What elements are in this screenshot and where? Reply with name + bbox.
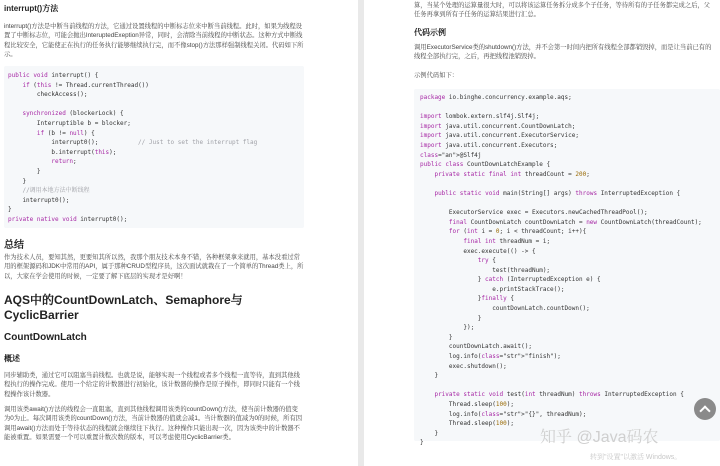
subtask-paragraph: 算，当某个处理的运算量很大时，可以将该运算任务拆分成多个子任务，等待所有的子任务都完成之后，父任务再拿到所有子任务的运算结果进行汇总。 <box>414 2 710 19</box>
summary-paragraph: 作为技术人员，要知其然，更要知其所以然，我那个朋友技术本身不错，各种框架拿来就用，基本没看过常用的框架源码和JDK中常用的API，属于那种CRUD型程序员，这次面试就栽在了一个简单的Thread类上，所以，大家在学会使用的时候，一定要了解下底层的实现才是好啊！ <box>4 254 304 280</box>
right-code-line <box>420 179 720 189</box>
left-code-line: //调用本地方法中断线程 <box>22 187 90 195</box>
right-code-line: } <box>420 314 482 322</box>
right-code-line: import java.util.concurrent.Executors; <box>420 141 558 149</box>
countdownlatch-heading: CountDownLatch <box>4 332 87 343</box>
right-code-line: package io.binghe.concurrency.example.aqs; <box>420 94 572 101</box>
left-code-line: public void interrupt() { <box>8 72 99 79</box>
left-document-page <box>0 0 358 466</box>
right-code-line <box>420 103 720 113</box>
left-code-line <box>8 100 304 110</box>
right-code-line: } catch (InterruptedException e) { <box>420 276 601 284</box>
right-code-line: e.printStackTrace(); <box>420 285 565 293</box>
right-code-line: public static void main(String[] args) throws InterruptedException { <box>434 189 681 197</box>
left-code-line: } <box>8 206 12 214</box>
right-code-line: try { <box>477 257 496 265</box>
left-code-line: b.interrupt(this); <box>8 148 117 156</box>
left-code-line: private native void interrupt0(); <box>8 215 128 223</box>
countdownlatch-code-block <box>414 89 720 447</box>
scroll-to-top-button[interactable] <box>694 398 716 420</box>
overview-paragraph-2: 调用该类await()方法的线程会一直阻塞，直到其他线程调用该类的countDown()方法，使当前计数器的值变为0为止。每次调用该类的countDown()方法，当前计数器的值就会减1。当计数器的值减为0的时候，所有因调用await()方法而处于等待状态的线程就会继续往下执行。这种操作只能出现一次，因为该类中的计数器不能被重置。如果需要一个可以重置计数次数的版本，可以考虑使用CyclicBarrier类。 <box>4 406 303 441</box>
right-code-line: } <box>420 439 424 447</box>
left-code-line: checkAccess(); <box>8 91 88 99</box>
overview-heading: 概述 <box>4 354 20 363</box>
left-code-line: synchronized (blockerLock) { <box>22 110 124 118</box>
aqs-heading-line2: CyclicBarrier <box>4 308 79 322</box>
right-code-line: import lombok.extern.slf4j.Slf4j; <box>420 113 540 121</box>
right-code-line: import java.util.concurrent.CountDownLatch; <box>420 122 576 130</box>
right-code-line: } <box>420 333 453 341</box>
left-code-line: if (b != null) { <box>36 129 95 137</box>
right-code-line: ExecutorService exec = Executors.newCachedThreadPool(); <box>420 209 648 217</box>
right-code-line: class="an">@Slf4j <box>420 151 482 159</box>
left-code-line: } <box>8 177 27 185</box>
example-label: 示例代码如下： <box>414 72 459 79</box>
interrupt-code-block <box>4 66 304 228</box>
right-code-line: Thread.sleep(100); <box>420 420 514 428</box>
zhihu-watermark: 知乎 @Java码农 <box>540 429 659 446</box>
right-code-line: }finally { <box>420 295 514 303</box>
left-code-line: interrupt0(); // Just to set the interrupt flag <box>8 139 258 147</box>
right-code-line: countDownLatch.countDown(); <box>420 305 590 313</box>
right-code-line: countDownLatch.await(); <box>420 343 532 351</box>
aqs-heading-line1: AQS中的CountDownLatch、Semaphore与 <box>4 293 243 307</box>
code-example-heading: 代码示例 <box>414 28 446 37</box>
interrupt-method-heading: interrupt()方法 <box>4 4 59 13</box>
code-example-paragraph: 调用ExecutorService类的shutdown()方法，并不会第一时间内把所有线程全部都销毁掉，而是让当前已有的线程全部执行完，之后，再把线程池销毁掉。 <box>414 44 712 61</box>
right-code-line: for (int i = 0; i < threadCount; i++){ <box>448 228 587 236</box>
right-code-line: log.info(class="str">"{}", threadNum); <box>420 410 587 418</box>
right-code-line: final int threadNum = i; <box>463 237 551 245</box>
right-code-line: exec.shutdown(); <box>420 362 507 370</box>
windows-activation-notice: 转到"设置"以激活 Windows。 <box>590 454 682 461</box>
right-code-line: } <box>420 429 439 437</box>
right-code-line: public class CountDownLatchExample { <box>420 161 551 169</box>
left-code-line: } <box>8 167 41 175</box>
right-code-line: log.info(class="str">"finish"); <box>420 353 561 361</box>
right-code-line: Thread.sleep(100); <box>420 401 514 408</box>
left-code-line: if (this != Thread.currentThread()) <box>22 81 149 89</box>
right-code-line: import java.util.concurrent.ExecutorService; <box>420 132 579 140</box>
overview-paragraph-1: 同步辅助类，通过它可以阻塞当前线程。也就是说，能够实现一个线程或者多个线程一直等待，直到其他线程执行的操作完成。使用一个给定的计数器进行初始化，该计数器的操作是原子操作，即同时只能有一个线程操作该计数器。 <box>4 372 300 398</box>
right-code-line: private static void test(int threadNum) throws InterruptedException { <box>434 391 684 399</box>
right-code-line: test(threadNum); <box>420 266 551 274</box>
summary-heading: 总结 <box>4 240 24 251</box>
right-code-line: }); <box>420 324 475 332</box>
right-code-line: exec.execute(() -> { <box>420 247 536 255</box>
left-code-line: interrupt0(); <box>8 196 70 204</box>
interrupt-description: interrupt()方法是中断当前线程的方法，它通过设置线程的中断标志位来中断当前线程。此时，如果为线程设置了中断标志位，可能会抛出InteruptedExeption异常，同时，会清除当前线程的中断状态。这种方式中断线程比较安全，它能使正在执行的任务执行能够继续执行完，而不像stop()方法那样强制线程关闭。代码如下所示。 <box>4 23 304 58</box>
left-code-line: return; <box>51 158 77 166</box>
left-code-line: Interruptible b = blocker; <box>8 119 131 127</box>
right-code-line: final CountDownLatch countDownLatch = new CountDownLatch(threadCount); <box>448 218 702 226</box>
right-code-line <box>420 199 720 209</box>
right-code-line: private static final int threadCount = 200; <box>434 170 590 178</box>
right-code-line: } <box>420 372 439 380</box>
right-code-line <box>420 381 720 391</box>
right-document-page <box>364 0 720 466</box>
